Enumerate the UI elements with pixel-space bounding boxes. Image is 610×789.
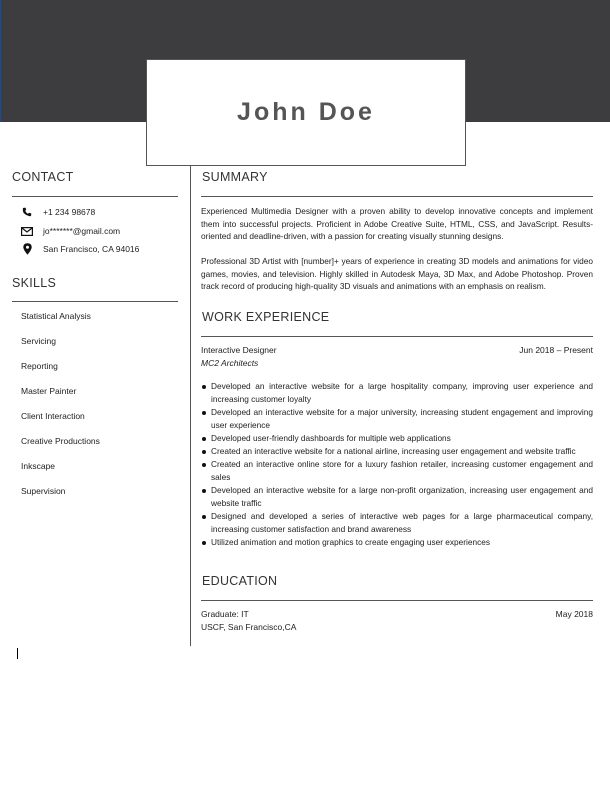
column-divider — [190, 166, 191, 646]
school: USCF, San Francisco,CA — [201, 622, 297, 632]
education-heading: EDUCATION — [202, 574, 278, 588]
email-text: jo*******@gmail.com — [43, 226, 121, 236]
candidate-name: John Doe — [237, 98, 375, 126]
list-item: Designed and developed a series of interactive web pages for a large pharmaceutical company, increasing customer satisfaction and brand awareness — [201, 510, 593, 536]
summary-paragraph-2: Professional 3D Artist with [number]+ years of experience in creating 3D models and animations for video games, movies, and television. Highly skilled in Autodesk Maya, 3D Max, and Adobe Photoshop. Proven track record of producing high-quality 3D visuals and animations with an emphasis on realism. — [201, 256, 593, 291]
summary-paragraph-1: Experienced Multimedia Designer with a proven ability to develop innovative concepts and implement them into successful projects. Proficient in Adobe Creative Suite, HTML, CSS, and JavaScript. Results-oriented and deadline-driven, with a passion for creating visually stunning designs. — [201, 206, 593, 241]
skill-item: Supervision — [21, 486, 66, 496]
job-title: Interactive Designer — [201, 345, 277, 355]
skill-item: Creative Productions — [21, 436, 100, 446]
education-rule — [201, 600, 593, 601]
skill-item: Inkscape — [21, 461, 56, 471]
list-item: Developed an interactive website for a large hospitality company, improving user experience and increasing customer loyalty — [201, 380, 593, 406]
work-heading: WORK EXPERIENCE — [202, 310, 330, 324]
contact-rule — [12, 196, 178, 197]
text-cursor — [17, 648, 18, 659]
skills-rule — [12, 301, 178, 302]
list-item: Developed an interactive website for a large non-profit organization, increasing user engagement and website traffic — [201, 484, 593, 510]
location-text: San Francisco, CA 94016 — [43, 244, 140, 254]
work-role-row — [201, 345, 593, 355]
map-pin-icon — [20, 243, 34, 255]
skill-item: Master Painter — [21, 386, 77, 396]
company-name: MC2 Architects — [201, 358, 259, 368]
phone-text: +1 234 98678 — [43, 207, 96, 217]
skill-item: Client Interaction — [21, 411, 85, 421]
skill-item: Statistical Analysis — [21, 311, 91, 321]
work-rule — [201, 336, 593, 337]
list-item: Utilized animation and motion graphics to create engaging user experiences — [201, 536, 593, 549]
list-item: Developed user-friendly dashboards for multiple web applications — [201, 432, 593, 445]
skill-item: Reporting — [21, 361, 58, 371]
education-row — [201, 609, 593, 619]
summary-rule — [201, 196, 593, 197]
contact-email — [20, 225, 120, 237]
summary-heading: SUMMARY — [202, 170, 268, 184]
skills-heading: SKILLS — [12, 276, 57, 290]
list-item: Created an interactive online store for a luxury fashion retailer, increasing customer engagement and sales — [201, 458, 593, 484]
envelope-icon — [20, 225, 34, 237]
phone-icon — [20, 206, 34, 218]
contact-location — [20, 243, 139, 255]
list-item: Developed an interactive website for a major university, increasing student engagement and improving user experience — [201, 406, 593, 432]
list-item: Created an interactive website for a national airline, increasing user engagement and website traffic — [201, 445, 593, 458]
education-date: May 2018 — [555, 609, 593, 619]
contact-phone — [20, 206, 95, 218]
work-bullets — [201, 380, 593, 549]
contact-heading: CONTACT — [12, 170, 74, 184]
job-dates: Jun 2018 – Present — [519, 345, 593, 355]
skill-item: Servicing — [21, 336, 56, 346]
school-row — [201, 622, 593, 632]
degree: Graduate: IT — [201, 609, 249, 619]
name-box — [146, 59, 466, 166]
